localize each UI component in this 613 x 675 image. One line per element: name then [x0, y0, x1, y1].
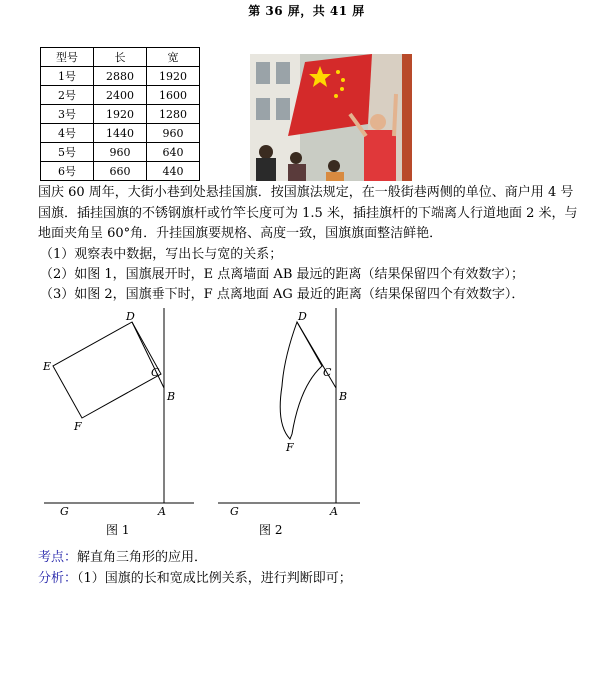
table-cell: 1440	[94, 124, 147, 143]
label-d: D	[298, 310, 307, 323]
fenxi-line	[38, 567, 352, 586]
figure-2-caption: 图 2	[259, 523, 283, 537]
table-cell: 440	[147, 162, 200, 181]
column-header: 型号	[41, 48, 94, 67]
table-row	[41, 162, 200, 181]
label-g: G	[230, 505, 239, 516]
label-f: F	[74, 420, 82, 433]
question-3: （3）如图 2，国旗垂下时，F 点离地面 AG 最近的距离（结果保留四个有效数字）．	[40, 287, 525, 302]
table-cell: 960	[147, 124, 200, 143]
fenxi-text: （1）国旗的长和宽成比例关系，进行判断即可；	[77, 571, 352, 586]
table-row	[41, 143, 200, 162]
table-row	[41, 105, 200, 124]
table-cell: 1920	[147, 67, 200, 86]
table-cell: 1600	[147, 86, 200, 105]
label-c: C	[151, 366, 160, 379]
table-cell: 4号	[41, 124, 94, 143]
page-header: 第 36 屏，共 41 屏	[248, 4, 365, 18]
label-e: E	[43, 360, 52, 373]
kaodian-label: 考点：	[38, 550, 78, 565]
label-b: B	[339, 390, 348, 403]
table-cell: 2400	[94, 86, 147, 105]
hanging-flag-outline	[280, 322, 322, 439]
column-header: 宽	[147, 48, 200, 67]
question-2: （2）如图 1，国旗展开时，E 点离墙面 AB 最远的距离（结果保留四个有效数字）；	[40, 267, 525, 282]
table-cell: 1920	[94, 105, 147, 124]
table-header-row	[41, 48, 200, 67]
kaodian-text: 解直角三角形的应用．	[77, 550, 208, 565]
table-cell: 2号	[41, 86, 94, 105]
problem-paragraph: 国庆 60 周年，大街小巷到处悬挂国旗．按国旗法规定，在一般街巷两侧的单位、商户用 4 号国旗．插挂国旗的不锈钢旗杆或竹竿长度可为 1.5 米，插挂旗杆的下端离人行道地面 2 米，与地面夹角呈 60°角．升挂国旗要规格、高度一致，国旗旗面整洁鲜艳．	[38, 185, 578, 241]
table-row	[41, 67, 200, 86]
flag-size-table	[40, 47, 200, 181]
figure-2-diagram	[210, 306, 380, 516]
label-c: C	[323, 366, 332, 379]
label-d: D	[126, 310, 135, 323]
kaodian-line	[38, 546, 207, 565]
table-cell: 1280	[147, 105, 200, 124]
table-cell: 6号	[41, 162, 94, 181]
question-1: （1）观察表中数据，写出长与宽的关系；	[40, 247, 283, 262]
label-g: G	[60, 505, 69, 516]
table-cell: 640	[147, 143, 200, 162]
figure-1-diagram	[30, 306, 220, 516]
table-cell: 1号	[41, 67, 94, 86]
table-cell: 660	[94, 162, 147, 181]
table-cell: 3号	[41, 105, 94, 124]
label-a: A	[158, 505, 166, 516]
table-row	[41, 86, 200, 105]
label-f: F	[286, 441, 294, 454]
table-row	[41, 124, 200, 143]
figure-1-caption: 图 1	[106, 523, 130, 537]
table-cell: 5号	[41, 143, 94, 162]
fenxi-label: 分析：	[38, 571, 78, 586]
label-b: B	[167, 390, 176, 403]
flag-rectangle	[53, 322, 161, 418]
table-cell: 960	[94, 143, 147, 162]
flag-hanging-photo	[250, 54, 412, 181]
column-header: 长	[94, 48, 147, 67]
label-a: A	[330, 505, 338, 516]
table-cell: 2880	[94, 67, 147, 86]
